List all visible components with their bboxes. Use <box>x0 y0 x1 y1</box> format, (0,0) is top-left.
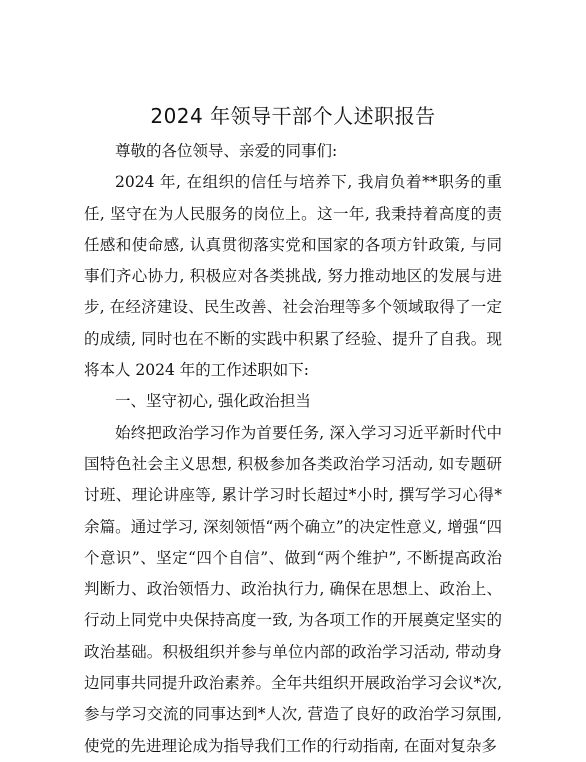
section-1-paragraph: 始终把政治学习作为首要任务, 深入学习习近平新时代中国特色社会主义思想, 积极参加各类政治学习活动, 如专题研讨班、理论讲座等, 累计学习时长超过*小时, 撰写学习心得*余篇。通过学习, 深刻领悟“两个确立”的决定性意义, 增强“四个意识”、坚定“四个自信”、做到“两个维护”, 不断提高政治判断力、政治领悟力、政治执行力, 确保在思想上、政治上、行动上同党中央保持高度一致, 为各项工作的开展奠定坚实的政治基础。积极组织并参与单位内部的政治学习活动, 带动身边同事共同提升政治素养。全年共组织开展政治学习会议*次, 参与学习交流的同事达到*人次, 营造了良好的政治学习氛围, 使党的先进理论成为指导我们工作的行动指南, 在面对复杂多 <box>84 423 502 755</box>
intro-paragraph: 2024 年, 在组织的信任与培养下, 我肩负着**职务的重任, 坚守在为人民服务的岗位上。这一年, 我秉持着高度的责任感和使命感, 认真贯彻落实党和国家的各项方针政策, 与同事们齐心协力, 积极应对各类挑战, 努力推动地区的发展与进步, 在经济建设、民生改善、社会治理等多个领域取得了一定的成绩, 同时也在不断的实践中积累了经验、提升了自我。现将本人 2024 年的工作述职如下: <box>84 173 502 380</box>
document-title: 2024 年领导干部个人述职报告 <box>150 104 436 128</box>
section-heading-1: 一、坚守初心, 强化政治担当 <box>115 392 311 411</box>
salutation: 尊敬的各位领导、亲爱的同事们: <box>115 142 338 160</box>
document-body <box>84 136 502 762</box>
